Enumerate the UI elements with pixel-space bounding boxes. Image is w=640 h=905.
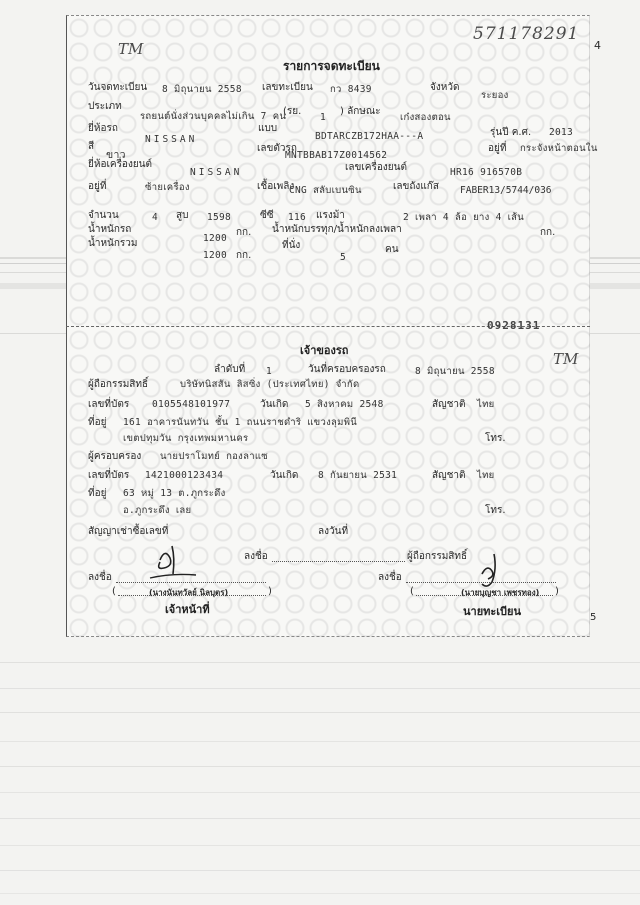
engine-number-label: เลขเครื่องยนต์ xyxy=(345,162,407,173)
color-label: สี xyxy=(88,141,95,152)
holder-id-label: เลขที่บัตร xyxy=(88,399,130,410)
possessor-address-line2: อ.ภูกระดึง เลย xyxy=(123,505,192,516)
chassis-location-label: อยู่ที่ xyxy=(488,143,507,154)
registrar-signature xyxy=(470,550,515,590)
holder-phone-label: โทร. xyxy=(485,433,506,444)
body-style: เก๋งสองตอน xyxy=(400,112,451,123)
scan-streak xyxy=(0,712,640,713)
holder-address-line1: 161 อาคารนันทวัน ชั้น 1 ถนนราชดำริ แขวงลุมพินี xyxy=(123,417,358,428)
holder-address-line2: เขตปทุมวัน กรุงเทพมหานคร xyxy=(123,433,249,444)
signature-stroke xyxy=(172,546,174,574)
owner-title: เจ้าของรถ xyxy=(300,344,349,357)
scan-streak xyxy=(0,766,640,767)
horsepower: 116 xyxy=(288,212,307,223)
sequence-label: ลำดับที่ xyxy=(214,364,246,375)
possessor-dob: 8 กันยายน 2531 xyxy=(318,470,398,481)
province-label: จังหวัด xyxy=(430,82,460,93)
holder-address-label: ที่อยู่ xyxy=(88,417,107,428)
weight: 1200 xyxy=(203,233,228,244)
type-code: 1 xyxy=(320,112,327,123)
registrar-paren-open: ( xyxy=(410,586,414,597)
possessor-address-line1: 63 หมู่ 13 ต.ภูกระดึง xyxy=(123,488,226,499)
holder-dob: 5 สิงหาคม 2548 xyxy=(305,399,384,410)
model-year-label: รุ่นปี ค.ศ. xyxy=(490,127,532,138)
scan-streak xyxy=(0,818,640,819)
model-label: แบบ xyxy=(258,123,278,134)
officer-sign-label: ลงชื่อ xyxy=(88,572,112,583)
holder-label: ผู้ถือกรรมสิทธิ์ xyxy=(88,379,149,390)
page-mark: 4 xyxy=(594,39,601,52)
possessor-id: 1421000123434 xyxy=(145,470,224,481)
axles-wheels: 2 เพลา 4 ล้อ ยาง 4 เส้น xyxy=(403,212,525,223)
province: ระยอง xyxy=(481,90,509,101)
scan-streak xyxy=(0,688,640,689)
registration-date: 8 มิถุนายน 2558 xyxy=(162,84,242,95)
holder-nationality-label: สัญชาติ xyxy=(432,399,466,410)
holder-name: บริษัทนิสสัน ลิสซิ่ง (ประเทศไทย) จำกัด xyxy=(180,379,360,390)
seats-unit: คน xyxy=(385,244,399,255)
chassis-label: เลขตัวรถ xyxy=(257,143,297,154)
possessor-phone-label: โทร. xyxy=(485,505,506,516)
holder-id: 0105548101977 xyxy=(152,399,231,410)
fuel-label: เชื้อเพลิง xyxy=(257,181,295,192)
chassis-number: MNTBBAB17Z0014562 xyxy=(285,150,388,161)
gross-weight-label: น้ำหนักรวม xyxy=(88,238,138,249)
engine-brand-label: ยี่ห้อเครื่องยนต์ xyxy=(88,159,153,170)
handwritten-initials: TM xyxy=(118,40,144,58)
registration-title: รายการจดทะเบียน xyxy=(283,59,380,73)
signature-stroke xyxy=(159,553,171,568)
plate-number: กว 8439 xyxy=(330,84,372,95)
scan-streak xyxy=(0,662,640,663)
brand: NISSAN xyxy=(145,134,198,145)
gas-tank-number: FABER13/5744/036 xyxy=(460,185,552,196)
hire-purchase-label: สัญญาเช่าซื้อเลขที่ xyxy=(88,526,169,537)
page-mark: 5 xyxy=(590,612,597,623)
officer-paren-open: ( xyxy=(112,586,116,597)
chassis-location: กระจังหน้าตอนใน xyxy=(520,143,598,154)
officer-signature xyxy=(140,540,200,585)
scan-streak xyxy=(0,792,640,793)
scan-streak xyxy=(0,845,640,846)
seats: 5 xyxy=(340,252,347,263)
engine-location-label: อยู่ที่ xyxy=(88,181,107,192)
holder-nationality: ไทย xyxy=(477,399,495,410)
handwritten-serial: 571178291 xyxy=(473,24,580,44)
signature-stroke xyxy=(150,574,196,578)
registrar-paren-close: ) xyxy=(555,586,559,597)
style-label: ) ลักษณะ xyxy=(340,106,381,117)
holder-sign-label: ลงชื่อ xyxy=(244,551,268,562)
possessor-nationality: ไทย xyxy=(477,470,495,481)
possession-date: 8 มิถุนายน 2558 xyxy=(415,366,495,377)
handwritten-initials: TM xyxy=(553,350,579,368)
scan-streak xyxy=(0,870,640,871)
weight-unit: กก. xyxy=(236,227,252,238)
separator-number: 0928131 xyxy=(487,319,541,332)
registrar-role: นายทะเบียน xyxy=(463,605,522,618)
gas-tank-label: เลขถังแก๊ส xyxy=(393,181,439,192)
engine-brand: NISSAN xyxy=(190,167,243,178)
engine-number: HR16 916570B xyxy=(450,167,523,178)
possessor-dob-label: วันเกิด xyxy=(270,470,299,481)
model-year: 2013 xyxy=(549,127,574,138)
brand-label: ยี่ห้อรถ xyxy=(88,123,118,134)
possessor-label: ผู้ครอบครอง xyxy=(88,451,142,462)
registrar-name: (นายบุญชา เพชรทอง) xyxy=(461,588,540,597)
cc-unit: ซีซี xyxy=(260,210,274,221)
plate-label: เลขทะเบียน xyxy=(262,82,313,93)
registrar-sign-label: ลงชื่อ xyxy=(378,572,402,583)
possessor-address-label: ที่อยู่ xyxy=(88,488,107,499)
registration-date-label: วันจดทะเบียน xyxy=(88,82,148,93)
possession-date-label: วันที่ครอบครองรถ xyxy=(308,364,386,375)
vehicle-type: รถยนต์นั่งส่วนบุคคลไม่เกิน 7 คน xyxy=(140,111,287,122)
payload-label: น้ำหนักบรรทุก/น้ำหนักลงเพลา xyxy=(272,224,402,235)
possessor-nationality-label: สัญชาติ xyxy=(432,470,466,481)
type-code-open: (รย. xyxy=(283,106,302,117)
seats-label: ที่นั่ง xyxy=(282,240,301,251)
cylinders-label: จำนวน xyxy=(88,210,119,221)
fuel: CNG สลับเบนซิน xyxy=(289,185,362,196)
cylinders: 4 xyxy=(152,212,159,223)
officer-paren-close: ) xyxy=(268,586,272,597)
possessor-id-label: เลขที่บัตร xyxy=(88,470,130,481)
sequence: 1 xyxy=(266,366,273,377)
hp-unit: แรงม้า xyxy=(316,210,345,221)
officer-role: เจ้าหน้าที่ xyxy=(165,603,210,616)
payload-unit: กก. xyxy=(540,227,556,238)
holder-dob-label: วันเกิด xyxy=(260,399,289,410)
engine-cc: 1598 xyxy=(207,212,232,223)
holder-sign-line xyxy=(272,561,405,562)
gross-weight: 1200 xyxy=(203,250,228,261)
possessor-name: นายปราโมทย์ กองลาแซ xyxy=(160,451,268,462)
holder-role: ผู้ถือกรรมสิทธิ์ xyxy=(407,551,468,562)
type-label: ประเภท xyxy=(88,101,122,112)
officer-name: (นางนันทวัลย์ นิลบุตร) xyxy=(149,588,229,597)
cylinders-unit: สูบ xyxy=(176,210,189,221)
gross-weight-unit: กก. xyxy=(236,250,252,261)
weight-label: น้ำหนักรถ xyxy=(88,224,132,235)
hire-purchase-date-label: ลงวันที่ xyxy=(318,526,349,537)
color: ขาว xyxy=(106,149,126,161)
scan-streak xyxy=(0,741,640,742)
model: BDTARCZB172HAA---A xyxy=(315,131,424,142)
scan-streak xyxy=(0,893,640,894)
signature-stroke xyxy=(482,568,493,579)
engine-location: ซ้ายเครื่อง xyxy=(145,182,190,193)
